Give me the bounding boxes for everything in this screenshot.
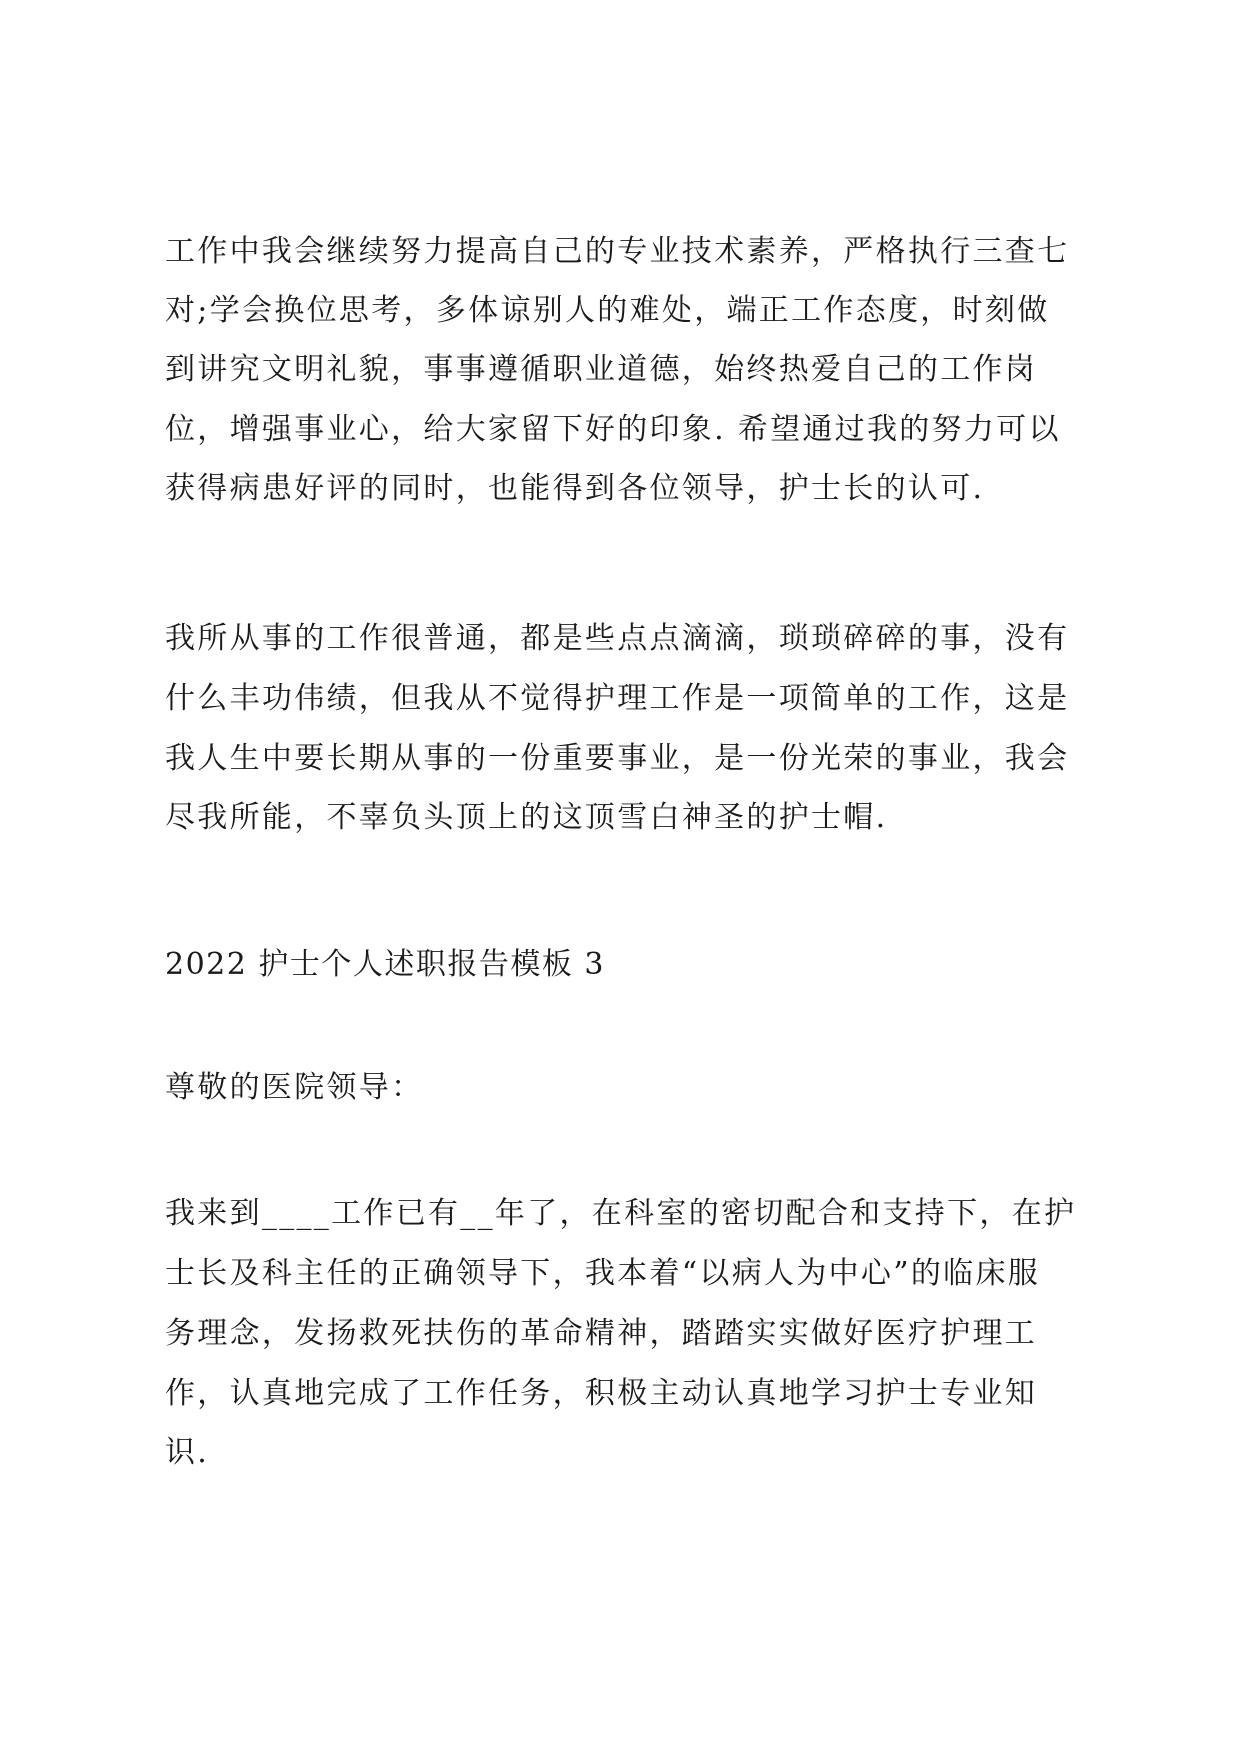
paragraph-2-line-4: 尽我所能，不辜负头顶上的这顶雪白神圣的护士帽.	[165, 800, 888, 835]
paragraph-3-line-3: 务理念，发扬救死扶伤的革命精神，踏踏实实做好医疗护理工	[165, 1316, 1038, 1351]
paragraph-2-line-1: 我所从事的工作很普通，都是些点点滴滴，琐琐碎碎的事，没有	[165, 621, 1070, 656]
salutation: 尊敬的医院领导：	[165, 1070, 424, 1105]
paragraph-1-line-1: 工作中我会继续努力提高自己的专业技术素养，严格执行三查七	[165, 234, 1070, 269]
paragraph-3-line-1: 我来到____工作已有__年了，在科室的密切配合和支持下，在护	[165, 1196, 1077, 1231]
paragraph-2-line-2: 什么丰功伟绩，但我从不觉得护理工作是一项简单的工作，这是	[165, 681, 1070, 716]
paragraph-1-line-4: 位，增强事业心，给大家留下好的印象. 希望通过我的努力可以	[165, 412, 1061, 447]
report-heading: 2022 护士个人述职报告模板 3	[165, 947, 606, 982]
paragraph-2-line-3: 我人生中要长期从事的一份重要事业，是一份光荣的事业，我会	[165, 741, 1070, 776]
paragraph-1-line-5: 获得病患好评的同时，也能得到各位领导，护士长的认可.	[165, 471, 985, 506]
paragraph-1-line-3: 到讲究文明礼貌，事事遵循职业道德，始终热爱自己的工作岗	[165, 352, 1038, 387]
paragraph-3-line-4: 作，认真地完成了工作任务，积极主动认真地学习护士专业知	[165, 1376, 1038, 1411]
paragraph-1-line-2: 对;学会换位思考，多体谅别人的难处，端正工作态度，时刻做	[165, 293, 1050, 328]
paragraph-3-line-2: 士长及科主任的正确领导下，我本着“以病人为中心”的临床服	[165, 1256, 1041, 1291]
paragraph-3-line-5: 识.	[165, 1435, 210, 1470]
